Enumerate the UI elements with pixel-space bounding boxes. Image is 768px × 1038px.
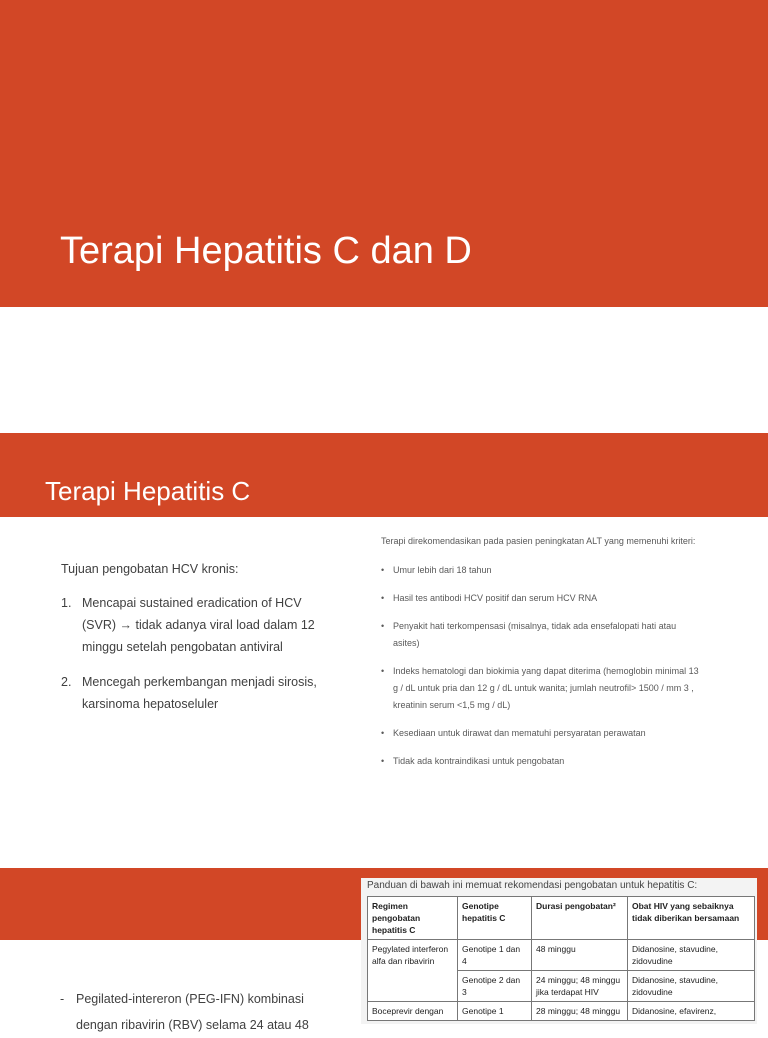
bullet-icon: • bbox=[381, 565, 385, 575]
goal-item bbox=[61, 671, 323, 715]
goal-number: 2. bbox=[61, 675, 72, 689]
cell-regimen: Boceprevir dengan bbox=[368, 1002, 458, 1021]
treatment-table-image bbox=[361, 878, 757, 1024]
header-regimen: Regimen pengobatan hepatitis C bbox=[368, 897, 458, 940]
table-row bbox=[368, 1002, 755, 1021]
header-hiv-drugs: Obat HIV yang sebaiknya tidak diberikan bersamaan bbox=[628, 897, 755, 940]
therapy-bullet bbox=[60, 986, 340, 1038]
cell-genotype: Genotipe 2 dan 3 bbox=[458, 971, 532, 1002]
cell-hiv-drugs: Didanosine, efavirenz, bbox=[628, 1002, 755, 1021]
cell-hiv-drugs: Didanosine, stavudine, zidovudine bbox=[628, 971, 755, 1002]
table-header-row bbox=[368, 897, 755, 940]
goal-number: 1. bbox=[61, 596, 72, 610]
cell-hiv-drugs: Didanosine, stavudine, zidovudine bbox=[628, 940, 755, 971]
treatment-table bbox=[367, 896, 755, 1021]
dash-icon: - bbox=[60, 992, 65, 1006]
goals-intro: Tujuan pengobatan HCV kronis: bbox=[61, 562, 239, 576]
goal-text: Mencegah perkembangan menjadi sirosis, karsinoma hepatoseluler bbox=[82, 675, 317, 711]
criteria-item bbox=[381, 590, 701, 607]
table-row bbox=[368, 940, 755, 971]
cell-regimen: Pegylated interferon alfa dan ribavirin bbox=[368, 940, 458, 1002]
table-caption: Panduan di bawah ini memuat rekomendasi pengobatan untuk hepatitis C: bbox=[367, 880, 698, 891]
bullet-icon: • bbox=[381, 756, 385, 766]
slide2-title: Terapi Hepatitis C bbox=[45, 476, 251, 506]
criteria-list bbox=[381, 562, 701, 770]
criteria-text: Penyakit hati terkompensasi (misalnya, tidak ada ensefalopati hati atau asites) bbox=[393, 621, 677, 648]
slide1-title: Terapi Hepatitis C dan D bbox=[60, 230, 472, 272]
criteria-text: Umur lebih dari 18 tahun bbox=[393, 565, 492, 575]
goal-item bbox=[61, 592, 323, 658]
bullet-icon: • bbox=[381, 666, 385, 676]
bullet-icon: • bbox=[381, 728, 385, 738]
cell-genotype: Genotipe 1 dan 4 bbox=[458, 940, 532, 971]
treatment-goals bbox=[61, 558, 323, 728]
cell-genotype: Genotipe 1 bbox=[458, 1002, 532, 1021]
bullet-icon: • bbox=[381, 593, 385, 603]
criteria-item bbox=[381, 725, 701, 742]
criteria-item bbox=[381, 753, 701, 770]
criteria-text: Kesediaan untuk dirawat dan mematuhi persyaratan perawatan bbox=[393, 728, 646, 738]
therapy-criteria bbox=[381, 533, 701, 781]
cell-duration: 24 minggu; 48 minggu jika terdapat HIV bbox=[532, 971, 628, 1002]
goals-list bbox=[61, 592, 323, 715]
criteria-text: Tidak ada kontraindikasi untuk pengobatan bbox=[393, 756, 565, 766]
criteria-text: Indeks hematologi dan biokimia yang dapat diterima (hemoglobin minimal 13 g / dL untuk pria dan 12 g / dL untuk wanita; jumlah neutrofil> 1500 / mm 3 , kreatinin serum <1,5 mg / dL) bbox=[393, 666, 699, 710]
cell-duration: 48 minggu bbox=[532, 940, 628, 971]
criteria-intro: Terapi direkomendasikan pada pasien peningkatan ALT yang memenuhi kriteri: bbox=[381, 536, 696, 546]
criteria-item bbox=[381, 618, 701, 652]
bullet-icon: • bbox=[381, 621, 385, 631]
criteria-text: Hasil tes antibodi HCV positif dan serum HCV RNA bbox=[393, 593, 598, 603]
criteria-item bbox=[381, 562, 701, 579]
goal-text: Mencapai sustained eradication of HCV (SVR) → tidak adanya viral load dalam 12 minggu setelah pengobatan antiviral bbox=[82, 596, 315, 654]
header-duration: Durasi pengobatan² bbox=[532, 897, 628, 940]
therapy-bullet-text: Pegilated-intereron (PEG-IFN) kombinasi dengan ribavirin (RBV) selama 24 atau 48 bbox=[76, 992, 309, 1032]
cell-duration: 28 minggu; 48 minggu bbox=[532, 1002, 628, 1021]
header-genotype: Genotipe hepatitis C bbox=[458, 897, 532, 940]
criteria-item bbox=[381, 663, 701, 714]
